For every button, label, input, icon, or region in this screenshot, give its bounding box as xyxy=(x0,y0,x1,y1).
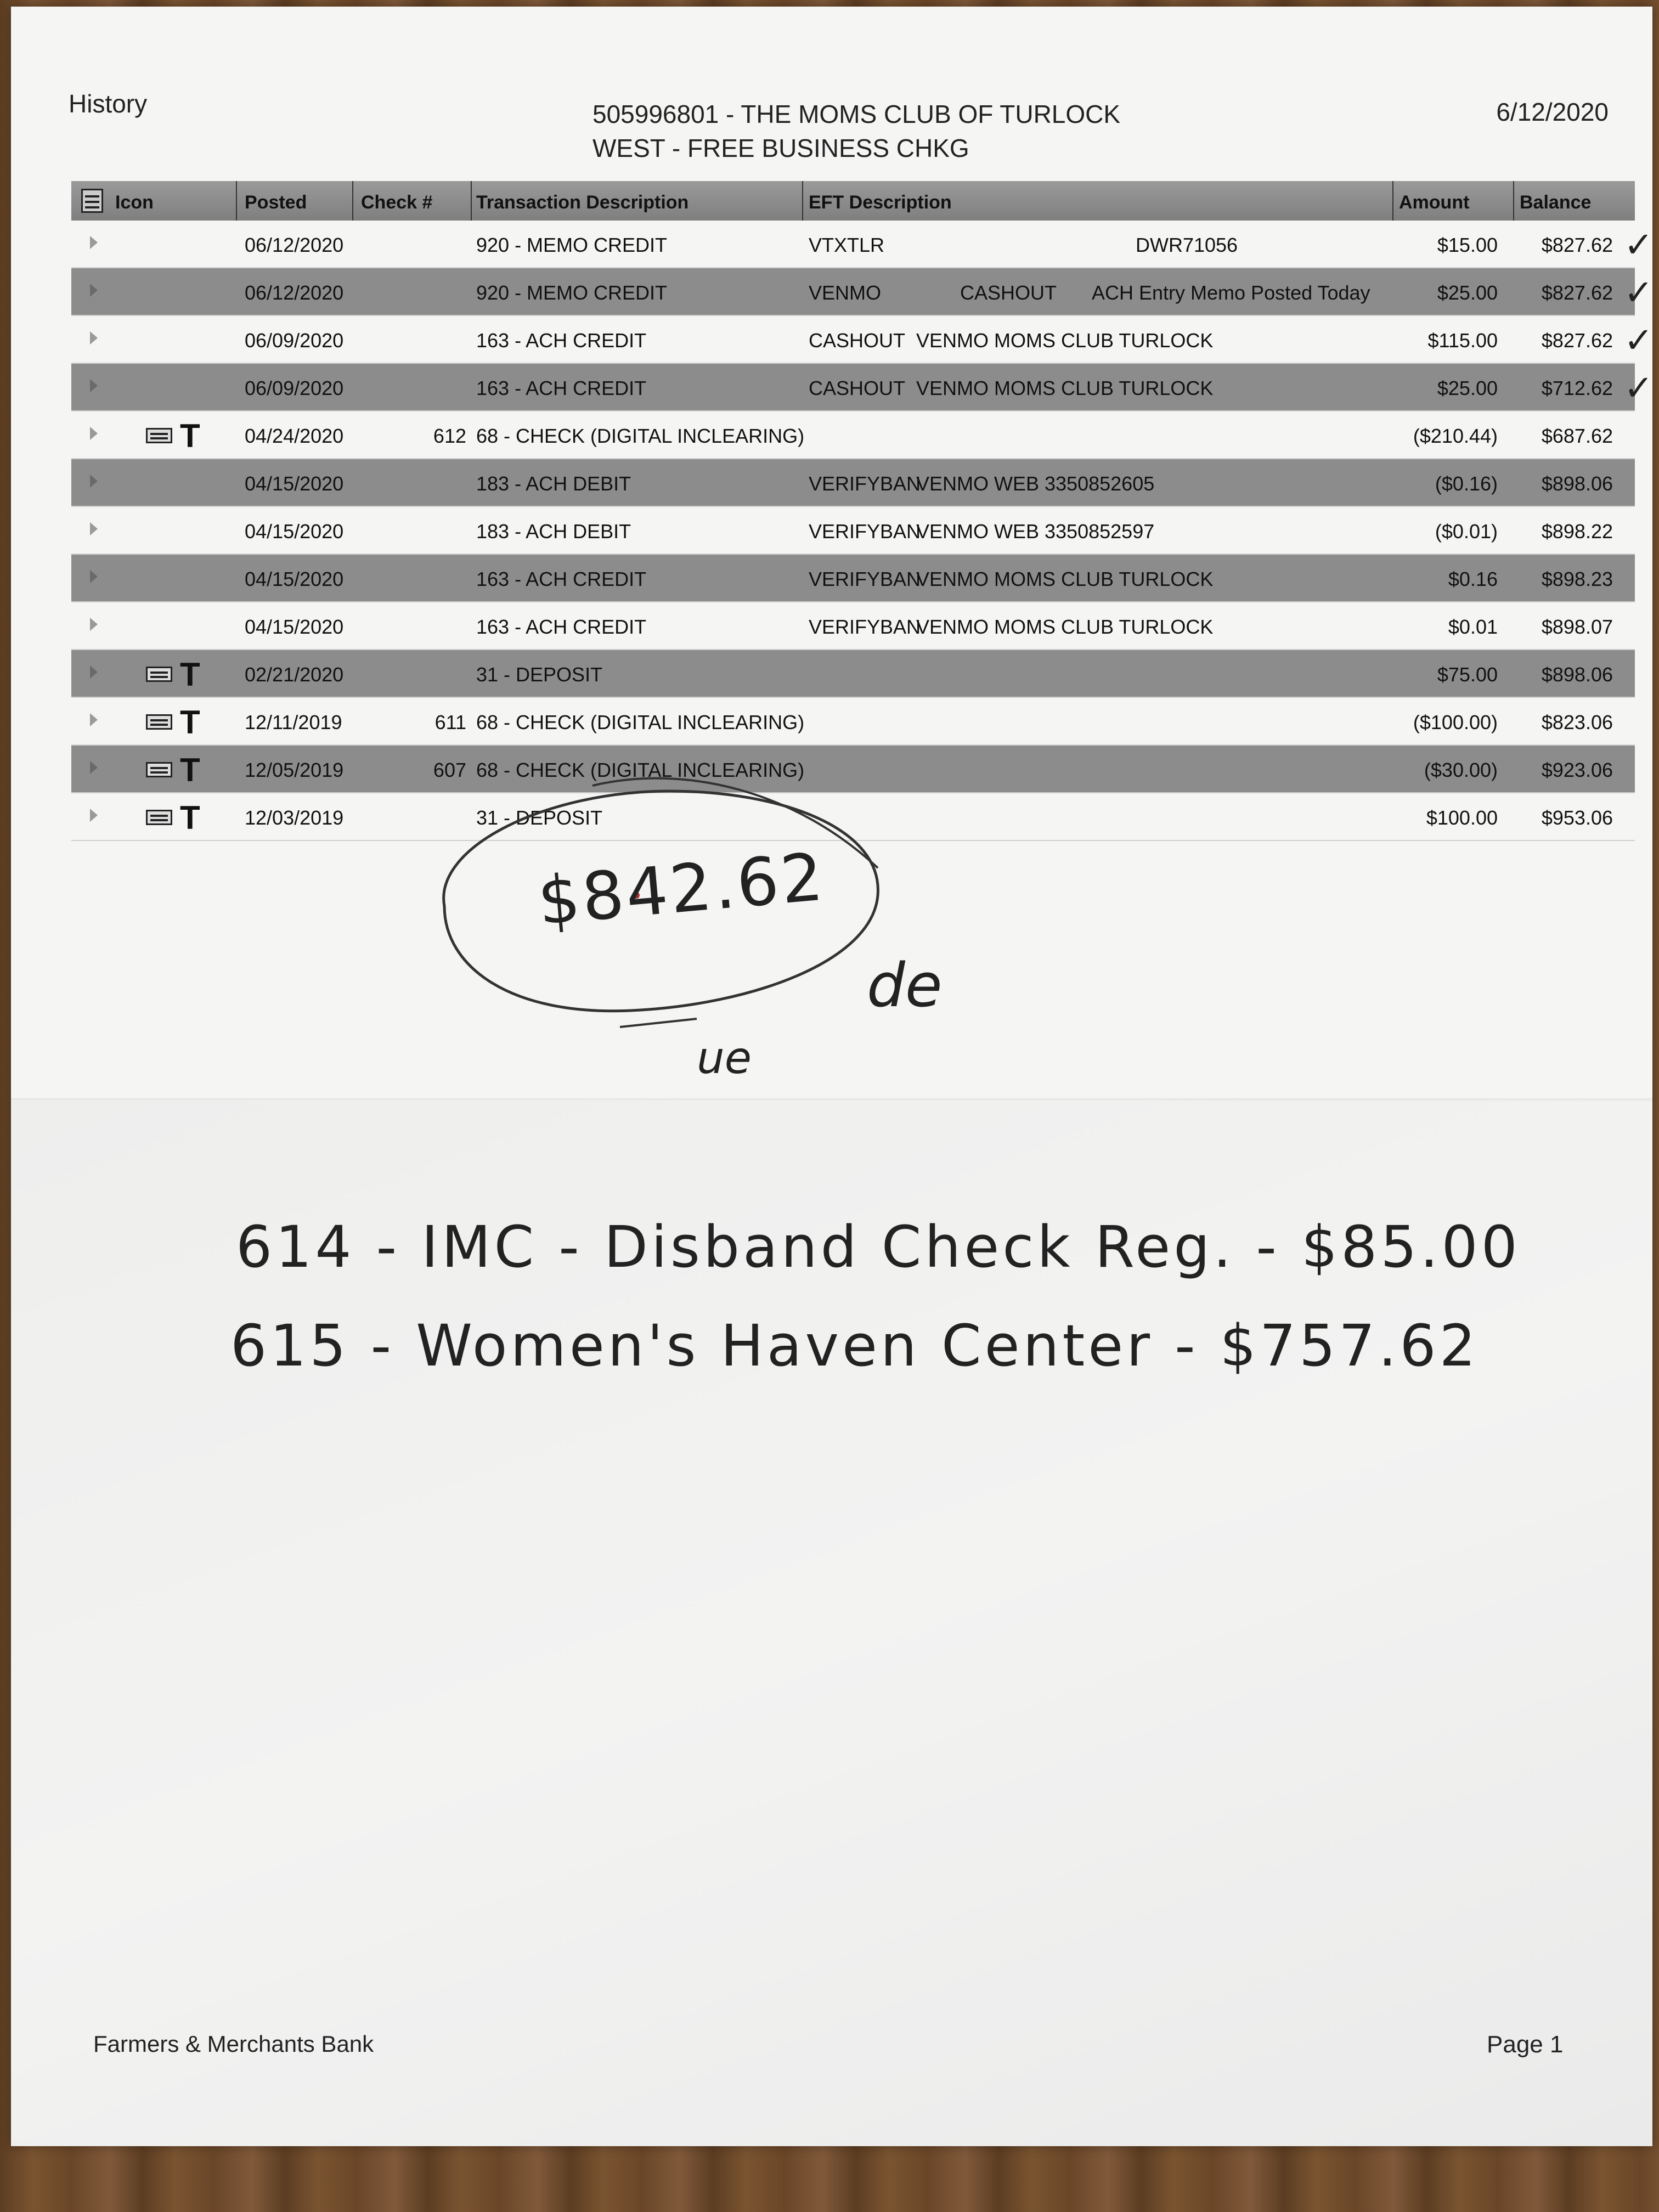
transaction-description: 920 - MEMO CREDIT xyxy=(476,281,668,304)
transaction-description: 920 - MEMO CREDIT xyxy=(476,234,668,256)
expand-row-icon[interactable] xyxy=(90,427,98,440)
transaction-description: 68 - CHECK (DIGITAL INCLEARING) xyxy=(476,425,805,447)
expand-row-icon[interactable] xyxy=(90,522,98,535)
table-body xyxy=(71,221,1654,841)
posted-date: 06/09/2020 xyxy=(245,329,344,352)
col-posted[interactable]: Posted xyxy=(245,192,307,213)
eft-code: VENMO xyxy=(809,281,882,304)
report-date: 6/12/2020 xyxy=(1496,98,1609,126)
transaction-type-icon[interactable]: T xyxy=(180,799,200,836)
amount: $75.00 xyxy=(1437,663,1498,686)
amount: ($210.44) xyxy=(1413,425,1498,447)
posted-date: 04/15/2020 xyxy=(245,568,344,590)
posted-date: 06/09/2020 xyxy=(245,377,344,399)
amount: $15.00 xyxy=(1437,234,1498,256)
amount: $25.00 xyxy=(1437,281,1498,304)
initials-signature: de xyxy=(867,950,943,1020)
expand-row-icon[interactable] xyxy=(90,236,98,249)
expand-row-icon[interactable] xyxy=(90,475,98,488)
eft-memo: ACH Entry Memo Posted Today xyxy=(1092,281,1370,304)
table-row[interactable] xyxy=(71,507,1635,555)
col-check[interactable]: Check # xyxy=(361,192,433,213)
table-row[interactable] xyxy=(71,602,1635,650)
balance: $898.07 xyxy=(1541,616,1613,638)
posted-date: 04/15/2020 xyxy=(245,472,344,495)
posted-date: 04/24/2020 xyxy=(245,425,344,447)
transaction-description: 163 - ACH CREDIT xyxy=(476,568,647,590)
posted-date: 04/15/2020 xyxy=(245,520,344,543)
col-icon[interactable]: Icon xyxy=(115,192,154,213)
eft-code: VERIFYBAN xyxy=(809,520,921,543)
check-image-icon[interactable] xyxy=(146,810,172,825)
check-number: 611 xyxy=(435,711,466,733)
eft-detail: VENMO MOMS CLUB TURLOCK xyxy=(916,329,1214,352)
eft-code: VERIFYBAN xyxy=(809,616,921,638)
transaction-description: 31 - DEPOSIT xyxy=(476,663,603,686)
eft-detail: VENMO MOMS CLUB TURLOCK xyxy=(916,568,1214,590)
transaction-type-icon[interactable]: T xyxy=(180,417,200,454)
transaction-description: 163 - ACH CREDIT xyxy=(476,616,647,638)
balance: $823.06 xyxy=(1541,711,1613,733)
reconciled-checkmark: ✓ xyxy=(1624,368,1654,409)
balance: $687.62 xyxy=(1541,425,1613,447)
balance: $953.06 xyxy=(1541,806,1613,829)
table-row[interactable] xyxy=(71,650,1635,698)
eft-detail: CASHOUT xyxy=(960,281,1057,304)
amount: $100.00 xyxy=(1426,806,1498,829)
amount: $0.01 xyxy=(1448,616,1498,638)
amount: ($0.16) xyxy=(1435,472,1498,495)
amount: $115.00 xyxy=(1427,329,1498,352)
check-image-icon[interactable] xyxy=(146,428,172,443)
account-line-1: 505996801 - THE MOMS CLUB OF TURLOCK xyxy=(592,100,1121,128)
posted-date: 06/12/2020 xyxy=(245,234,344,256)
posted-date: 06/12/2020 xyxy=(245,281,344,304)
transaction-table xyxy=(71,181,1654,841)
expand-row-icon[interactable] xyxy=(90,665,98,679)
handwritten-line-2: 615 - Women's Haven Center - $757.62 xyxy=(230,1312,1479,1379)
posted-date: 12/05/2019 xyxy=(245,759,344,781)
expand-row-icon[interactable] xyxy=(90,618,98,631)
reconciled-checkmark: ✓ xyxy=(1624,225,1654,266)
eft-code: VTXTLR xyxy=(809,234,885,256)
balance: $923.06 xyxy=(1541,759,1613,781)
reconciled-checkmark: ✓ xyxy=(1624,320,1654,361)
eft-code: VERIFYBAN xyxy=(809,472,921,495)
posted-date: 12/11/2019 xyxy=(245,711,342,733)
col-description[interactable]: Transaction Description xyxy=(476,192,689,213)
column-divider xyxy=(1513,181,1514,221)
transaction-description: 68 - CHECK (DIGITAL INCLEARING) xyxy=(476,759,805,781)
eft-code: CASHOUT xyxy=(809,329,906,352)
eft-detail: VENMO WEB 3350852605 xyxy=(916,472,1155,495)
check-image-icon[interactable] xyxy=(146,762,172,777)
table-row[interactable] xyxy=(71,411,1635,459)
transaction-description: 183 - ACH DEBIT xyxy=(476,520,631,543)
amount: ($30.00) xyxy=(1424,759,1498,781)
transaction-description: 68 - CHECK (DIGITAL INCLEARING) xyxy=(476,711,805,733)
transaction-description: 163 - ACH CREDIT xyxy=(476,329,647,352)
balance: $898.23 xyxy=(1541,568,1613,590)
balance: $827.62 xyxy=(1541,281,1613,304)
table-row[interactable] xyxy=(71,459,1635,507)
transaction-description: 183 - ACH DEBIT xyxy=(476,472,631,495)
column-chooser-icon[interactable] xyxy=(81,189,103,213)
table-row[interactable] xyxy=(71,268,1654,316)
balance: $712.62 xyxy=(1541,377,1613,399)
col-eft[interactable]: EFT Description xyxy=(809,192,952,213)
transaction-description: 163 - ACH CREDIT xyxy=(476,377,647,399)
posted-date: 04/15/2020 xyxy=(245,616,344,638)
transaction-description: 31 - DEPOSIT xyxy=(476,806,603,829)
table-row[interactable] xyxy=(71,221,1654,268)
small-handwritten-mark: ue xyxy=(697,1032,752,1084)
column-divider xyxy=(1392,181,1393,221)
section-title: History xyxy=(69,89,148,118)
amount: $25.00 xyxy=(1437,377,1498,399)
table-row[interactable] xyxy=(71,316,1654,364)
posted-date: 12/03/2019 xyxy=(245,806,344,829)
eft-detail: VENMO MOMS CLUB TURLOCK xyxy=(916,616,1214,638)
balance: $827.62 xyxy=(1541,234,1613,256)
col-balance[interactable]: Balance xyxy=(1520,192,1592,213)
circled-total: $842.62 xyxy=(534,839,828,940)
column-divider xyxy=(236,181,237,221)
expand-row-icon[interactable] xyxy=(90,570,98,583)
expand-row-icon[interactable] xyxy=(90,761,98,774)
expand-row-icon[interactable] xyxy=(90,713,98,726)
balance: $898.22 xyxy=(1541,520,1613,543)
table-row[interactable] xyxy=(71,555,1635,602)
table-row[interactable] xyxy=(71,698,1635,746)
handwritten-line-1: 614 - IMC - Disband Check Reg. - $85.00 xyxy=(236,1214,1521,1280)
balance: $827.62 xyxy=(1541,329,1613,352)
expand-row-icon[interactable] xyxy=(90,379,98,392)
eft-memo: DWR71056 xyxy=(1136,234,1238,256)
column-divider xyxy=(802,181,803,221)
check-number: 612 xyxy=(433,425,466,447)
check-number: 607 xyxy=(433,759,466,781)
account-title xyxy=(592,97,1120,165)
col-amount[interactable]: Amount xyxy=(1399,192,1470,213)
expand-row-icon[interactable] xyxy=(90,809,98,822)
transaction-type-icon[interactable]: T xyxy=(180,656,200,693)
eft-detail: VENMO MOMS CLUB TURLOCK xyxy=(916,377,1214,399)
check-image-icon[interactable] xyxy=(146,714,172,730)
reconciled-checkmark: ✓ xyxy=(1624,273,1654,313)
balance: $898.06 xyxy=(1541,472,1613,495)
eft-detail: VENMO WEB 3350852597 xyxy=(916,520,1155,543)
expand-row-icon[interactable] xyxy=(90,284,98,297)
table-header xyxy=(71,181,1635,221)
bank-name: Farmers & Merchants Bank xyxy=(93,2031,374,2057)
balance: $898.06 xyxy=(1541,663,1613,686)
printed-page xyxy=(11,7,1652,2146)
transaction-type-icon[interactable]: T xyxy=(180,704,200,741)
transaction-type-icon[interactable]: T xyxy=(180,752,200,788)
eft-code: CASHOUT xyxy=(809,377,906,399)
amount: ($0.01) xyxy=(1435,520,1498,543)
page-number: Page 1 xyxy=(1487,2031,1564,2058)
column-divider xyxy=(471,181,472,221)
check-image-icon[interactable] xyxy=(146,667,172,682)
eft-code: VERIFYBAN xyxy=(809,568,921,590)
table-row[interactable] xyxy=(71,364,1654,411)
account-line-2: WEST - FREE BUSINESS CHKG xyxy=(592,134,969,162)
expand-row-icon[interactable] xyxy=(90,331,98,345)
column-divider xyxy=(352,181,353,221)
posted-date: 02/21/2020 xyxy=(245,663,344,686)
amount: ($100.00) xyxy=(1413,711,1498,733)
amount: $0.16 xyxy=(1448,568,1498,590)
